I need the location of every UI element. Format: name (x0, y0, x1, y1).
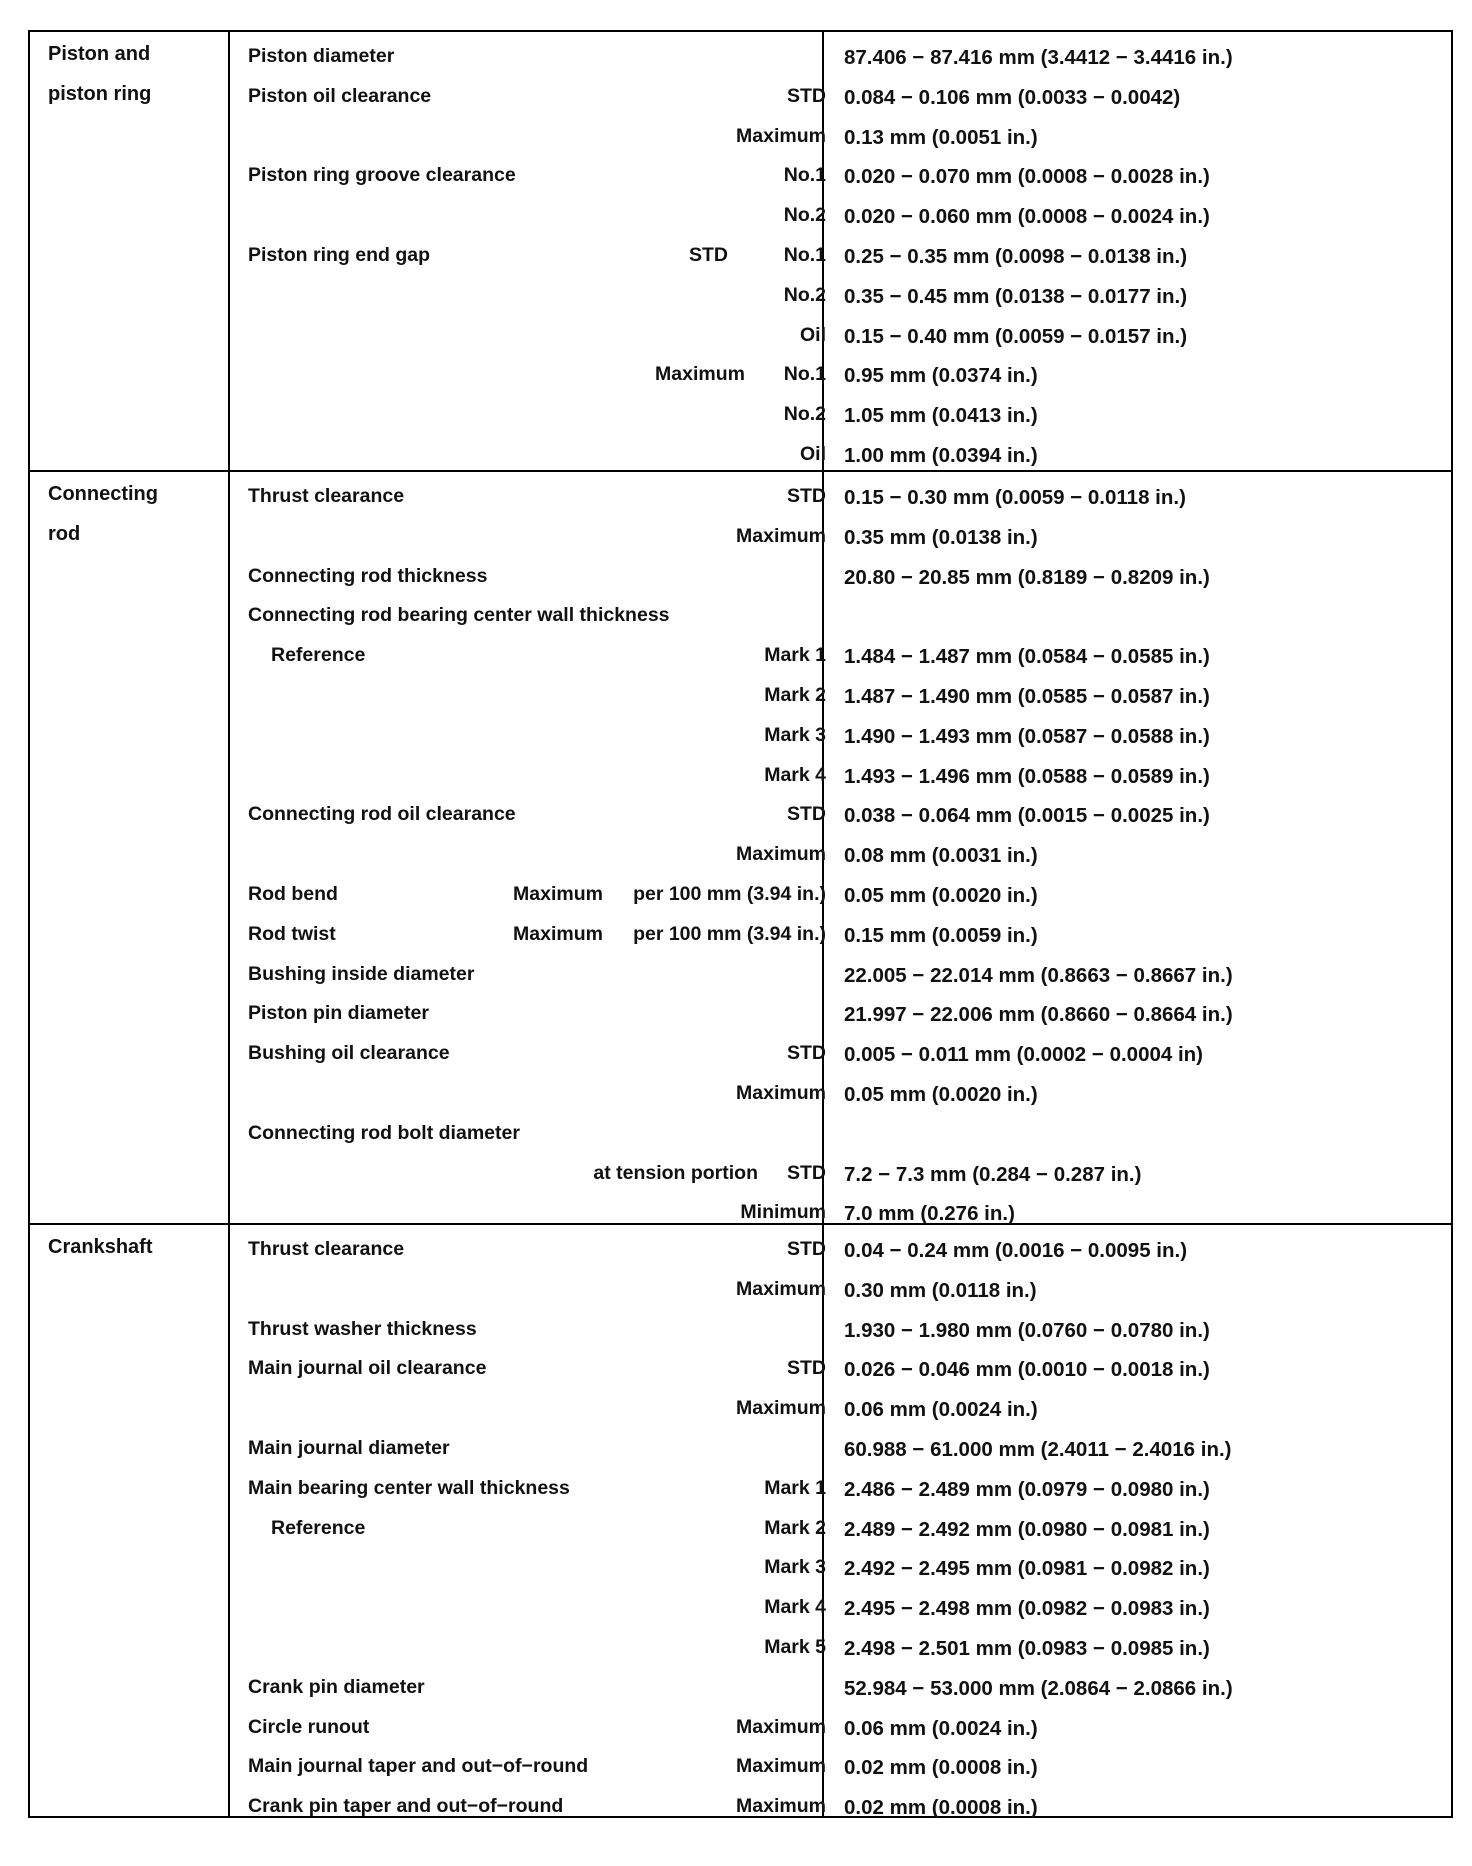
spec-row (248, 595, 826, 635)
spec-label: Piston ring end gap (248, 244, 431, 266)
spec-label: Connecting rod oil clearance (248, 803, 516, 826)
spec-row (248, 993, 826, 1033)
spec-label: Connecting rod bearing center wall thickness (248, 604, 670, 627)
spec-row (248, 315, 826, 355)
spec-value: 2.495 − 2.498 mm (0.0982 − 0.0983 in.) (844, 1597, 1210, 1621)
spec-value: 0.02 mm (0.0008 in.) (844, 1796, 1038, 1820)
spec-row (248, 36, 826, 76)
spec-condition: Maximum (736, 1277, 826, 1300)
spec-condition: Maximum (736, 1715, 826, 1738)
spec-condition: Maximum (736, 843, 826, 866)
spec-value: 1.493 − 1.496 mm (0.0588 − 0.0589 in.) (844, 764, 1210, 788)
spec-condition: Maximum (736, 1795, 826, 1818)
spec-condition: Mark 4 (764, 763, 826, 786)
spec-label: Thrust clearance (248, 1238, 405, 1260)
spec-value: 2.486 − 2.489 mm (0.0979 − 0.0980 in.) (844, 1477, 1210, 1501)
spec-value: 0.13 mm (0.0051 in.) (844, 125, 1038, 149)
column-divider-section (228, 30, 230, 1818)
spec-value: 1.484 − 1.487 mm (0.0584 − 0.0585 in.) (844, 645, 1210, 669)
spec-label: Crank pin taper and out−of−round (248, 1795, 564, 1818)
spec-qualifier: Maximum (513, 922, 603, 945)
spec-condition: No.1 (783, 164, 826, 187)
spec-value: 21.997 − 22.006 mm (0.8660 − 0.8664 in.) (844, 1003, 1233, 1027)
spec-condition: STD (787, 1357, 826, 1380)
spec-value: 2.489 − 2.492 mm (0.0980 − 0.0981 in.) (844, 1517, 1210, 1541)
spec-row (248, 1153, 826, 1193)
spec-row (248, 1786, 826, 1826)
spec-label: Main journal oil clearance (248, 1357, 487, 1380)
spec-row (248, 794, 826, 834)
spec-row (248, 1508, 826, 1548)
spec-value: 0.35 mm (0.0138 in.) (844, 525, 1038, 549)
spec-value: 0.05 mm (0.0020 in.) (844, 1083, 1038, 1106)
spec-value: 0.35 − 0.45 mm (0.0138 − 0.0177 in.) (844, 284, 1188, 308)
spec-row (248, 1746, 826, 1786)
spec-value: 2.498 − 2.501 mm (0.0983 − 0.0985 in.) (844, 1637, 1210, 1660)
spec-condition: STD (787, 1161, 826, 1184)
spec-condition: Maximum (736, 524, 826, 547)
spec-condition: Mark 3 (764, 723, 826, 746)
spec-qualifier: STD (689, 244, 728, 266)
spec-value: 0.026 − 0.046 mm (0.0010 − 0.0018 in.) (844, 1358, 1210, 1382)
spec-row (248, 834, 826, 874)
spec-value: 0.05 mm (0.0020 in.) (844, 884, 1038, 907)
spec-label: Piston oil clearance (248, 84, 432, 107)
section-title: Connecting rod (48, 483, 158, 545)
spec-row (248, 116, 826, 156)
spec-condition: No.2 (783, 204, 826, 227)
spec-row (248, 1428, 826, 1468)
spec-condition: No.2 (783, 403, 826, 426)
spec-value: 1.930 − 1.980 mm (0.0760 − 0.0780 in.) (844, 1318, 1210, 1342)
spec-row (248, 1348, 826, 1388)
spec-value: 0.15 mm (0.0059 in.) (844, 923, 1038, 947)
spec-condition: Mark 2 (764, 1516, 826, 1539)
spec-row (248, 914, 826, 954)
spec-row (248, 275, 826, 315)
table-border-top (28, 30, 1452, 32)
spec-label: Rod twist (248, 922, 336, 945)
spec-label: Main journal diameter (248, 1437, 450, 1459)
spec-row (248, 1667, 826, 1707)
spec-row (248, 1269, 826, 1309)
spec-row (248, 1707, 826, 1747)
spec-value: 2.492 − 2.495 mm (0.0981 − 0.0982 in.) (844, 1557, 1210, 1581)
spec-condition: STD (787, 84, 826, 107)
spec-row (248, 954, 826, 994)
spec-condition: STD (787, 803, 826, 826)
spec-qualifier: Maximum (655, 363, 745, 386)
spec-row (248, 394, 826, 434)
spec-row (248, 715, 826, 755)
spec-label: Bushing inside diameter (248, 962, 475, 985)
spec-condition: per 100 mm (3.94 in.) (633, 922, 826, 945)
spec-row (248, 1113, 826, 1153)
spec-row (248, 155, 826, 195)
spec-label: Bushing oil clearance (248, 1042, 450, 1065)
spec-row (248, 755, 826, 795)
spec-condition: per 100 mm (3.94 in.) (633, 883, 826, 905)
spec-row (248, 635, 826, 675)
spec-label: Connecting rod thickness (248, 564, 488, 587)
spec-condition: No.1 (783, 244, 826, 266)
spec-value: 1.490 − 1.493 mm (0.0587 − 0.0588 in.) (844, 724, 1210, 748)
spec-condition: No.2 (783, 283, 826, 306)
spec-condition: Maximum (736, 1082, 826, 1104)
spec-label: Piston ring groove clearance (248, 164, 516, 187)
spec-row (248, 1468, 826, 1508)
spec-value: 1.05 mm (0.0413 in.) (844, 404, 1038, 428)
spec-condition: Mark 5 (764, 1636, 826, 1658)
spec-row (248, 1309, 826, 1349)
spec-qualifier: Maximum (513, 883, 603, 905)
spec-row (248, 556, 826, 596)
spec-value: 22.005 − 22.014 mm (0.8663 − 0.8667 in.) (844, 963, 1233, 987)
spec-value: 0.15 − 0.40 mm (0.0059 − 0.0157 in.) (844, 324, 1188, 348)
section-title: Piston and piston ring (48, 43, 152, 105)
spec-condition: Minimum (740, 1201, 826, 1224)
section-title: Crankshaft (48, 1236, 153, 1258)
spec-label: Rod bend (248, 883, 338, 905)
spec-condition: Mark 1 (764, 1476, 826, 1499)
spec-label: Main journal taper and out−of−round (248, 1755, 589, 1778)
spec-row (248, 1388, 826, 1428)
spec-value: 52.984 − 53.000 mm (2.0864 − 2.0866 in.) (844, 1676, 1233, 1700)
spec-condition: Maximum (736, 1397, 826, 1420)
spec-label: Circle runout (248, 1715, 370, 1738)
spec-row (248, 1627, 826, 1667)
spec-condition: Mark 1 (764, 644, 826, 667)
spec-row (248, 235, 826, 275)
spec-label: Piston diameter (248, 45, 395, 67)
spec-value: 7.2 − 7.3 mm (0.284 − 0.287 in.) (844, 1162, 1142, 1186)
spec-value: 0.30 mm (0.0118 in.) (844, 1278, 1037, 1302)
spec-condition: Oil (799, 323, 826, 346)
table-border-left (28, 30, 30, 1818)
spec-condition: STD (787, 1042, 826, 1065)
spec-value: 0.95 mm (0.0374 in.) (844, 364, 1038, 388)
spec-row (248, 1547, 826, 1587)
spec-row (248, 516, 826, 556)
spec-row (248, 874, 826, 914)
spec-row (248, 76, 826, 116)
spec-value: 0.020 − 0.070 mm (0.0008 − 0.0028 in.) (844, 165, 1210, 189)
spec-condition: Mark 3 (764, 1556, 826, 1579)
spec-row (248, 195, 826, 235)
spec-value: 0.06 mm (0.0024 in.) (844, 1716, 1038, 1740)
table-border-right (1451, 30, 1453, 1818)
spec-label: Reference (271, 1516, 366, 1539)
spec-value: 0.02 mm (0.0008 in.) (844, 1756, 1038, 1780)
spec-row (248, 476, 826, 516)
spec-value: 0.06 mm (0.0024 in.) (844, 1398, 1038, 1422)
spec-label: Connecting rod bolt diameter (248, 1121, 520, 1144)
spec-label: Reference (271, 644, 366, 667)
spec-condition: STD (787, 485, 826, 507)
spec-value: 0.084 − 0.106 mm (0.0033 − 0.0042) (844, 85, 1181, 109)
spec-row (248, 434, 826, 474)
spec-condition: Oil (799, 443, 826, 465)
spec-row (248, 354, 826, 394)
spec-condition: Mark 2 (764, 684, 826, 706)
spec-label: Piston pin diameter (248, 1002, 429, 1025)
spec-value: 7.0 mm (0.276 in.) (844, 1202, 1015, 1226)
spec-value: 60.988 − 61.000 mm (2.4011 − 2.4016 in.) (844, 1438, 1232, 1461)
spec-row (248, 1073, 826, 1113)
spec-condition: Maximum (736, 1755, 826, 1778)
spec-condition: Mark 4 (764, 1596, 826, 1619)
spec-row (248, 675, 826, 715)
spec-value: 0.25 − 0.35 mm (0.0098 − 0.0138 in.) (844, 245, 1188, 268)
spec-row (248, 1587, 826, 1627)
spec-label: Crank pin diameter (248, 1675, 425, 1698)
spec-condition: Maximum (736, 124, 826, 147)
spec-condition: STD (787, 1238, 826, 1260)
spec-value: 20.80 − 20.85 mm (0.8189 − 0.8209 in.) (844, 565, 1210, 589)
spec-qualifier: at tension portion (593, 1161, 758, 1184)
spec-value: 0.04 − 0.24 mm (0.0016 − 0.0095 in.) (844, 1239, 1188, 1262)
spec-row (248, 1033, 826, 1073)
spec-label: Thrust washer thickness (248, 1317, 477, 1340)
spec-value: 0.15 − 0.30 mm (0.0059 − 0.0118 in.) (844, 486, 1186, 509)
spec-label: Thrust clearance (248, 485, 405, 507)
spec-row (248, 1192, 826, 1232)
spec-value: 0.038 − 0.064 mm (0.0015 − 0.0025 in.) (844, 804, 1210, 828)
spec-value: 87.406 − 87.416 mm (3.4412 − 3.4416 in.) (844, 46, 1233, 69)
spec-value: 1.487 − 1.490 mm (0.0585 − 0.0587 in.) (844, 685, 1210, 708)
spec-value: 0.08 mm (0.0031 in.) (844, 844, 1038, 868)
spec-value: 0.020 − 0.060 mm (0.0008 − 0.0024 in.) (844, 205, 1210, 229)
spec-value: 1.00 mm (0.0394 in.) (844, 444, 1038, 467)
spec-label: Main bearing center wall thickness (248, 1476, 570, 1499)
spec-row (248, 1229, 826, 1269)
spec-condition: No.1 (783, 363, 826, 386)
spec-value: 0.005 − 0.011 mm (0.0002 − 0.0004 in) (844, 1043, 1204, 1067)
